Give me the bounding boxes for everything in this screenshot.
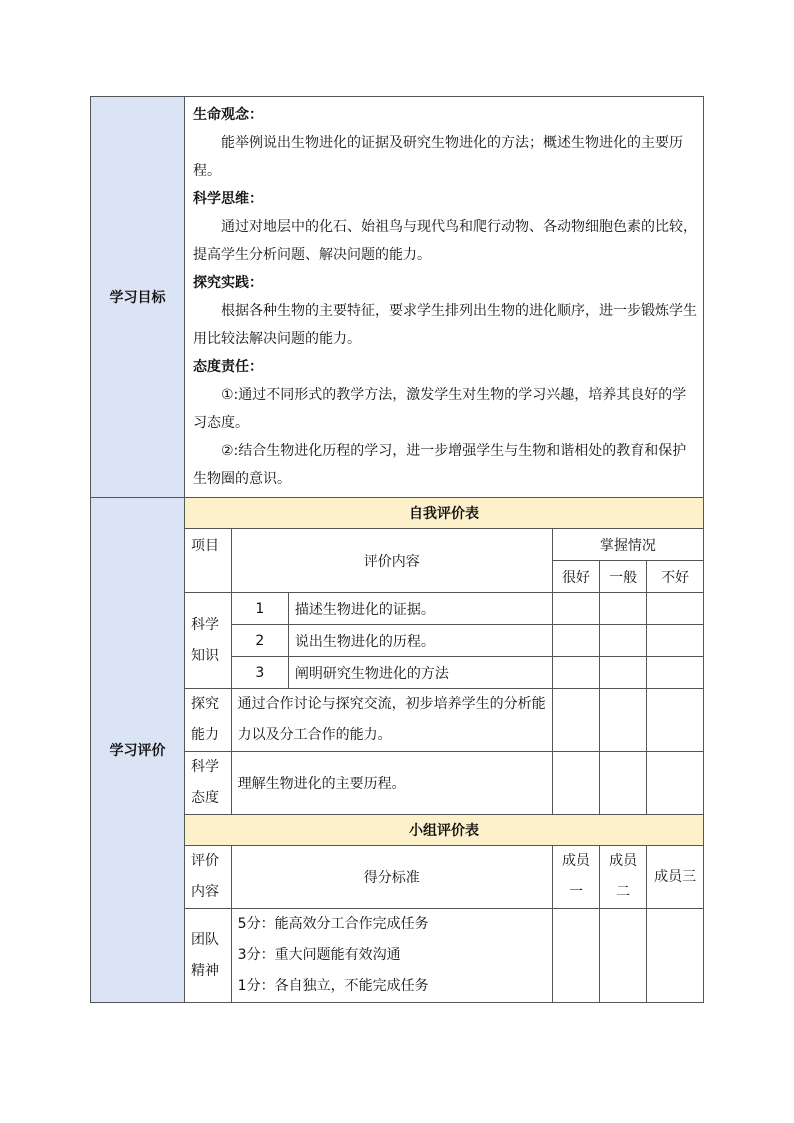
goal-text-attitude-1: ①:通过不同形式的教学方法，激发学生对生物的学习兴趣，培养其良好的学习态度。: [193, 387, 687, 431]
attitude-text: 理解生物进化的主要历程。: [231, 752, 552, 815]
mastery-cell[interactable]: [647, 689, 703, 752]
col-mastery-header: 掌握情况: [552, 529, 703, 561]
mastery-cell[interactable]: [552, 625, 599, 657]
science-row-num: 3: [231, 657, 288, 689]
lesson-plan-page: [90, 96, 704, 1003]
attitude-label: 科学态度: [185, 752, 231, 815]
mastery-cell[interactable]: [600, 593, 647, 625]
goal-text-attitude-2: ②:结合生物进化历程的学习，进一步增强学生与生物和谐相处的教育和保护生物圈的意识。: [193, 443, 687, 487]
goal-heading-thinking: 科学思维：: [193, 191, 263, 207]
goal-heading-practice: 探究实践：: [193, 275, 263, 291]
goals-content: [185, 97, 704, 498]
science-row-text: 描述生物进化的证据。: [288, 593, 552, 625]
self-evaluation-table: [185, 498, 703, 1002]
level-poor: 不好: [647, 561, 703, 593]
member-3-header: 成员三: [647, 846, 703, 909]
member-2-header: 成员二: [600, 846, 647, 909]
col-item-header: 项目: [185, 529, 231, 593]
inquiry-label: 探究能力: [185, 689, 231, 752]
lesson-table: [90, 96, 704, 1003]
goal-text-thinking: 通过对地层中的化石、始祖鸟与现代鸟和爬行动物、各动物细胞色素的比较，提高学生分析问题、解决问题的能力。: [193, 219, 697, 263]
mastery-cell[interactable]: [600, 689, 647, 752]
science-row-num: 1: [231, 593, 288, 625]
evaluation-content: [185, 498, 704, 1003]
science-row-text: 阐明研究生物进化的方法: [288, 657, 552, 689]
mastery-cell[interactable]: [552, 689, 599, 752]
level-good: 很好: [552, 561, 599, 593]
criteria-1: 1分：各自独立，不能完成任务: [237, 978, 429, 994]
team-spirit-label: 团队精神: [185, 909, 231, 1003]
level-average: 一般: [600, 561, 647, 593]
inquiry-text: 通过合作讨论与探究交流，初步培养学生的分析能力以及分工合作的能力。: [231, 689, 552, 752]
mastery-cell[interactable]: [647, 625, 703, 657]
mastery-cell[interactable]: [552, 657, 599, 689]
col-content-header: 评价内容: [231, 529, 552, 593]
goal-heading-attitude: 态度责任：: [193, 359, 263, 375]
mastery-cell[interactable]: [552, 752, 599, 815]
goal-heading-life: 生命观念：: [193, 107, 263, 123]
mastery-cell[interactable]: [647, 657, 703, 689]
mastery-cell[interactable]: [552, 593, 599, 625]
team-criteria: [231, 909, 552, 1003]
science-knowledge-label: 科学知识: [185, 593, 231, 689]
mastery-cell[interactable]: [600, 625, 647, 657]
science-row-num: 2: [231, 625, 288, 657]
member-score-cell[interactable]: [647, 909, 703, 1003]
member-1-header: 成员一: [552, 846, 599, 909]
science-row-text: 说出生物进化的历程。: [288, 625, 552, 657]
group-content-header: 评价内容: [185, 846, 231, 909]
evaluation-row: [91, 498, 704, 1003]
self-table-title: 自我评价表: [185, 498, 703, 529]
goals-label: 学习目标: [91, 97, 185, 498]
mastery-cell[interactable]: [647, 593, 703, 625]
member-score-cell[interactable]: [552, 909, 599, 1003]
evaluation-label: 学习评价: [91, 498, 185, 1003]
member-score-cell[interactable]: [600, 909, 647, 1003]
mastery-cell[interactable]: [600, 657, 647, 689]
group-standard-header: 得分标准: [231, 846, 552, 909]
mastery-cell[interactable]: [647, 752, 703, 815]
goal-text-life: 能举例说出生物进化的证据及研究生物进化的方法；概述生物进化的主要历程。: [193, 135, 683, 179]
group-table-title: 小组评价表: [185, 815, 703, 846]
criteria-3: 3分：重大问题能有效沟通: [237, 947, 401, 963]
mastery-cell[interactable]: [600, 752, 647, 815]
criteria-5: 5分：能高效分工合作完成任务: [237, 916, 429, 932]
goal-text-practice: 根据各种生物的主要特征，要求学生排列出生物的进化顺序，进一步锻炼学生用比较法解决问题的能力。: [193, 303, 697, 347]
goals-row: [91, 97, 704, 498]
